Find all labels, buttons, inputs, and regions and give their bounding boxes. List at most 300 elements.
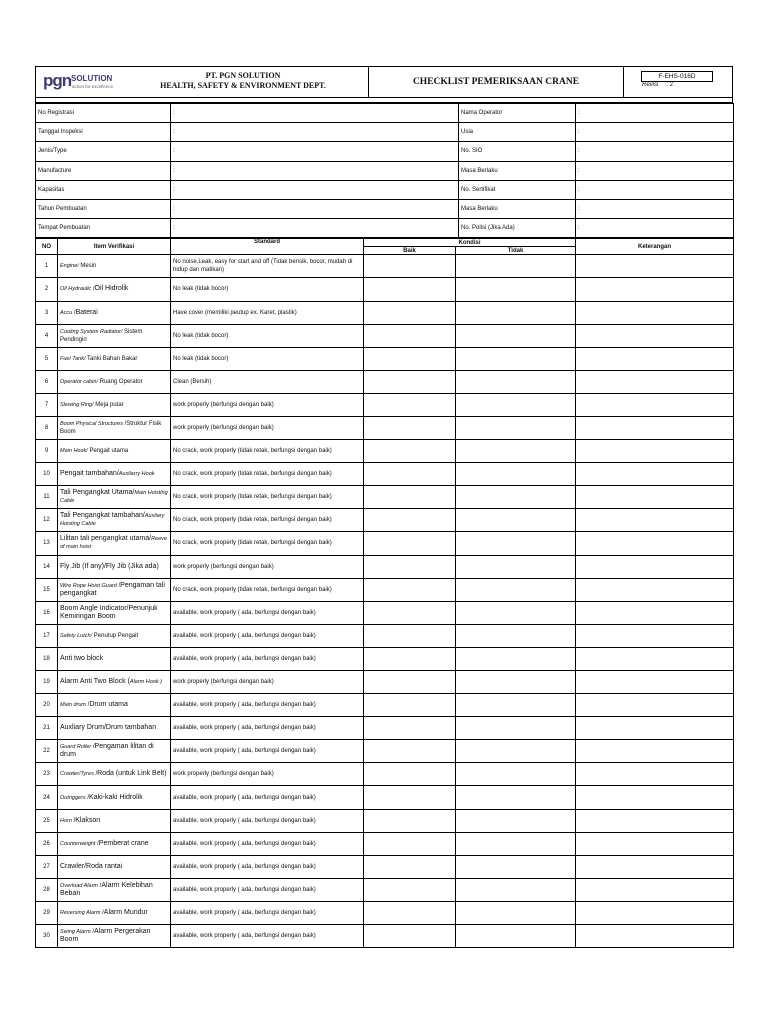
col-kondisi: Kondisi [364,239,576,247]
item-verification [58,624,171,647]
document-title: CHECKLIST PEMERIKSAAN CRANE [368,67,624,97]
item-name-large: Pengait tambahan/ [60,470,119,478]
item-number: 18 [36,647,58,670]
item-name-text: Pengait utama [87,448,129,455]
item-number: 26 [36,832,58,855]
item-name-italic-suffix: Auxliary Hoisting Cable [60,513,165,528]
item-name-large: Alarm Mundur [103,908,148,916]
item-name-large: Pemberat crane [98,839,149,847]
info-table [35,103,734,238]
cell-tidak[interactable] [456,416,576,439]
item-name-large: Baterai [75,308,98,316]
item-name-large: Crawler/Roda rantai [60,862,123,870]
cell-baik[interactable] [364,925,456,948]
item-number: 4 [36,324,58,347]
info-label: Tanggal Inspeksi [36,123,171,142]
cell-baik[interactable] [364,416,456,439]
cell-baik[interactable] [364,647,456,670]
item-name-text: / [85,794,90,801]
item-number: 8 [36,416,58,439]
item-name-text: / [85,702,90,709]
cell-tidak[interactable] [456,370,576,393]
item-verification [58,740,171,763]
department-name: HEALTH, SAFETY & ENVIRONMENT DEPT. [160,81,326,90]
item-standard: work properly (berfungsi dengan baik) [171,763,364,786]
item-verification [58,809,171,832]
item-number: 24 [36,786,58,809]
cell-baik[interactable] [364,809,456,832]
cell-tidak[interactable] [456,763,576,786]
info-row [36,123,734,142]
cell-tidak[interactable] [456,809,576,832]
table-row [36,901,734,924]
item-standard: work properly (berfungsi dengan baik) [171,555,364,578]
item-name-italic: Wire Rope Hoist Guard [60,582,117,589]
item-number: 29 [36,901,58,924]
table-row [36,278,734,301]
info-value-field[interactable]: : [171,199,459,218]
cell-tidak[interactable] [456,878,576,901]
item-verification [58,925,171,948]
cell-baik[interactable] [364,671,456,694]
item-name-text: / [91,744,95,751]
item-number: 28 [36,878,58,901]
item-name-italic: Safety Lutch/ [60,632,93,639]
item-standard: available, work properly ( ada, berfungsi dengan baik) [171,717,364,740]
item-name-text: / [71,817,76,824]
item-number: 6 [36,370,58,393]
table-row [36,671,734,694]
item-number: 1 [36,255,58,278]
item-verification [58,440,171,463]
item-verification [58,647,171,670]
cell-baik[interactable] [364,440,456,463]
company-name: PT. PGN SOLUTION [205,71,281,80]
cell-keterangan[interactable] [576,855,734,878]
cell-tidak[interactable] [456,393,576,416]
item-verification [58,416,171,439]
cell-baik[interactable] [364,601,456,624]
logo-main: pgn [43,71,72,90]
item-standard: available, work properly ( ada, berfungsi dengan baik) [171,901,364,924]
item-verification [58,532,171,555]
cell-keterangan[interactable] [576,393,734,416]
item-name-large: Klakson [75,816,101,824]
cell-keterangan[interactable] [576,717,734,740]
cell-tidak[interactable] [456,278,576,301]
item-verification [58,601,171,624]
cell-tidak[interactable] [456,786,576,809]
item-name-italic: Main drum [60,702,86,709]
info-label: Nama Operator [459,104,576,123]
cell-tidak[interactable] [456,463,576,486]
cell-keterangan[interactable] [576,578,734,601]
item-verification [58,878,171,901]
item-number: 22 [36,740,58,763]
info-label: Tahun Pembuatan [36,199,171,218]
info-label: Jenis/Type [36,142,171,161]
cell-keterangan[interactable] [576,555,734,578]
item-verification [58,463,171,486]
item-name-italic: Slewing Ring/ [60,401,94,408]
cell-tidak[interactable] [456,901,576,924]
cell-tidak[interactable] [456,255,576,278]
cell-tidak[interactable] [456,855,576,878]
table-row [36,878,734,901]
item-name-italic: Accu [60,309,73,316]
table-row [36,555,734,578]
cell-baik[interactable] [364,509,456,532]
table-row [36,347,734,370]
cell-tidak[interactable] [456,324,576,347]
cell-keterangan[interactable] [576,416,734,439]
table-row [36,624,734,647]
item-standard: available, work properly ( ada, berfungsi dengan baik) [171,647,364,670]
item-standard: available, work properly ( ada, berfungsi dengan baik) [171,878,364,901]
item-standard: No crack, work properly (tidak retak, berfungsi dengan baik) [171,532,364,555]
cell-keterangan[interactable] [576,255,734,278]
cell-baik[interactable] [364,694,456,717]
item-verification [58,393,171,416]
item-standard: available, work properly ( ada, berfungsi dengan baik) [171,809,364,832]
checklist-table [35,238,734,948]
info-label: Tempat Pembuatan [36,219,171,238]
item-name-large: Boom Angle Indicator/Penunjuk Kemiringan Boom [60,604,158,620]
info-value-field[interactable]: : [576,180,734,199]
cell-tidak[interactable] [456,532,576,555]
item-standard: available, work properly ( ada, berfungsi dengan baik) [171,832,364,855]
col-no: NO [36,239,58,255]
item-name-large: Alarm Kelebihan Beban [60,881,153,897]
form-header [35,66,733,98]
item-name-large: Lilitan tali pengangkat utama/ [60,535,152,543]
cell-baik[interactable] [364,486,456,509]
col-standard: Standard [171,239,364,255]
table-row [36,370,734,393]
cell-tidak[interactable] [456,694,576,717]
table-row [36,393,734,416]
item-name-italic: Cooling System Radiator/ [60,328,123,335]
table-row [36,694,734,717]
table-row [36,809,734,832]
table-row [36,717,734,740]
info-value-field[interactable]: : [576,123,734,142]
item-number: 12 [36,509,58,532]
cell-keterangan[interactable] [576,301,734,324]
cell-tidak[interactable] [456,509,576,532]
item-name-text: / [93,771,98,778]
item-standard: No crack, work properly (tidak retak, berfungsi dengan baik) [171,486,364,509]
cell-keterangan[interactable] [576,486,734,509]
item-verification [58,832,171,855]
cell-tidak[interactable] [456,578,576,601]
cell-keterangan[interactable] [576,601,734,624]
item-number: 16 [36,601,58,624]
info-value-field[interactable]: : [171,123,459,142]
item-standard: No crack, work properly (tidak retak, berfungsi dengan baik) [171,463,364,486]
item-name-italic: Reversing Alarm [60,909,101,916]
table-row [36,486,734,509]
cell-keterangan[interactable] [576,509,734,532]
item-name-text: /Struktur Fisik Boom [60,421,162,436]
cell-keterangan[interactable] [576,278,734,301]
item-number: 20 [36,694,58,717]
cell-baik[interactable] [364,786,456,809]
col-keterangan: Keterangan [576,239,734,255]
cell-baik[interactable] [364,763,456,786]
cell-keterangan[interactable] [576,463,734,486]
table-row [36,463,734,486]
cell-baik[interactable] [364,832,456,855]
item-name-italic: Guard Roller [60,744,92,751]
cell-keterangan[interactable] [576,347,734,370]
item-standard: available, work properly ( ada, berfungsi dengan baik) [171,601,364,624]
item-name-large: Auxliary Drum/Drum tambahan [60,724,157,732]
cell-baik[interactable] [364,347,456,370]
item-verification [58,255,171,278]
cell-keterangan[interactable] [576,809,734,832]
item-name-large: Roda (untuk Link Belt) [97,770,167,778]
info-label: Masa Berlaku [459,161,576,180]
item-number: 2 [36,278,58,301]
item-standard: No crack, work properly (tidak retak, berfungsi dengan baik) [171,440,364,463]
item-number: 30 [36,925,58,948]
item-name-large: Fly Jib (If any)/Fly Jib (Jika ada) [60,562,159,570]
table-row [36,532,734,555]
item-name-large: Alarm Anti Two Block ( [60,678,130,686]
cell-tidak[interactable] [456,925,576,948]
item-standard: No crack, work properly (tidak retak, berfungsi dengan baik) [171,509,364,532]
revision-label: Revisi [642,82,659,88]
cell-baik[interactable] [364,393,456,416]
cell-baik[interactable] [364,463,456,486]
item-name-large: Drum utama [89,701,128,709]
item-number: 9 [36,440,58,463]
cell-baik[interactable] [364,255,456,278]
item-verification [58,486,171,509]
item-verification [58,786,171,809]
cell-keterangan[interactable] [576,532,734,555]
info-label: No. Sertifikat [459,180,576,199]
cell-tidak[interactable] [456,347,576,370]
item-number: 10 [36,463,58,486]
info-row [36,142,734,161]
item-number: 27 [36,855,58,878]
cell-baik[interactable] [364,370,456,393]
cell-baik[interactable] [364,878,456,901]
item-number: 15 [36,578,58,601]
info-value-field[interactable]: : [171,219,459,238]
cell-baik[interactable] [364,855,456,878]
info-label: No Registrasi [36,104,171,123]
item-verification [58,370,171,393]
cell-keterangan[interactable] [576,901,734,924]
item-name-italic: Operator cabin/ [60,378,98,385]
item-verification [58,301,171,324]
logo-sub: SOLUTION [71,74,113,83]
cell-baik[interactable] [364,555,456,578]
table-row [36,925,734,948]
item-name-large: Pengaman tali pengangkat [60,581,165,597]
table-row [36,763,734,786]
cell-baik[interactable] [364,301,456,324]
item-verification [58,324,171,347]
item-name-text: Sistem Pendingin [60,328,143,343]
item-verification [58,578,171,601]
item-name-text: Penutup Pengait [92,632,139,639]
cell-tidak[interactable] [456,832,576,855]
cell-baik[interactable] [364,624,456,647]
item-name-large: Anti two block [60,654,104,662]
item-verification [58,555,171,578]
cell-baik[interactable] [364,740,456,763]
item-name-italic: Counterweight [60,840,96,847]
item-name-large: Oil Hidrolik [94,285,129,293]
checklist-page [35,66,733,948]
table-row [36,855,734,878]
cell-tidak[interactable] [456,601,576,624]
revision-value: : 2 [666,82,674,88]
item-name-text: / [90,929,95,936]
cell-keterangan[interactable] [576,694,734,717]
info-row [36,161,734,180]
item-standard: No leak (tidak bocor) [171,347,364,370]
item-name-large: Kaki-kaki Hidrolik [89,793,143,801]
item-verification [58,347,171,370]
item-number: 17 [36,624,58,647]
item-name-text: Tanki Bahan Bakar [85,355,138,362]
info-value-field[interactable]: : [171,104,459,123]
item-name-text: / [91,286,95,293]
item-name-italic-suffix: Alarm Hook ) [129,679,162,686]
table-row [36,324,734,347]
item-name-italic: Oil Hydraulic [60,286,92,293]
info-row [36,180,734,199]
item-name-large: Tali Pengangkat Utama/ [60,489,135,497]
cell-tidak[interactable] [456,301,576,324]
table-row [36,832,734,855]
cell-keterangan[interactable] [576,786,734,809]
cell-tidak[interactable] [456,740,576,763]
cell-baik[interactable] [364,578,456,601]
cell-keterangan[interactable] [576,624,734,647]
cell-tidak[interactable] [456,647,576,670]
item-name-italic: Swing Alarm [60,929,91,936]
table-row [36,509,734,532]
info-value-field[interactable]: : [171,142,459,161]
item-name-text: / [98,882,102,889]
item-number: 13 [36,532,58,555]
item-standard: available, work properly ( ada, berfungsi dengan baik) [171,786,364,809]
col-tidak: Tidak [456,247,576,255]
item-verification [58,901,171,924]
cell-keterangan[interactable] [576,878,734,901]
col-baik: Baik [364,247,456,255]
item-verification [58,671,171,694]
item-name-text: / [116,582,121,589]
logo-tagline: action for excellence [72,84,114,89]
table-row [36,255,734,278]
item-name-italic: Crawler/Tyres [60,771,94,778]
item-name-italic: Horn [60,817,72,824]
cell-keterangan[interactable] [576,370,734,393]
document-code: F-EHS-016D [641,71,713,82]
info-label: Masa Berlaku [459,199,576,218]
item-verification [58,694,171,717]
table-row [36,740,734,763]
item-standard: No leak (tidak bocor) [171,324,364,347]
cell-baik[interactable] [364,532,456,555]
table-row [36,301,734,324]
info-value-field[interactable]: : [576,142,734,161]
cell-keterangan[interactable] [576,671,734,694]
cell-tidak[interactable] [456,624,576,647]
item-name-italic: Main Hook/ [60,448,88,455]
table-row [36,440,734,463]
info-value-field[interactable]: : [576,199,734,218]
info-value-field[interactable]: : [171,180,459,199]
item-standard: available, work properly ( ada, berfungsi dengan baik) [171,740,364,763]
item-name-text: / [95,840,99,847]
cell-baik[interactable] [364,278,456,301]
cell-tidak[interactable] [456,717,576,740]
item-standard: available, work properly ( ada, berfungsi dengan baik) [171,624,364,647]
cell-baik[interactable] [364,901,456,924]
item-name-text: Mesin [78,263,97,270]
info-value-field[interactable]: : [576,161,734,180]
cell-keterangan[interactable] [576,925,734,948]
cell-keterangan[interactable] [576,440,734,463]
item-name-large: Pengaman lilitan di drum [60,743,154,759]
item-number: 5 [36,347,58,370]
cell-keterangan[interactable] [576,324,734,347]
item-name-italic: Outriggers [60,794,86,801]
cell-keterangan[interactable] [576,832,734,855]
info-row [36,199,734,218]
item-standard: work properly (berfungsi dengan baik) [171,393,364,416]
info-row [36,104,734,123]
cell-baik[interactable] [364,324,456,347]
cell-keterangan[interactable] [576,647,734,670]
item-number: 19 [36,671,58,694]
cell-tidak[interactable] [456,440,576,463]
cell-keterangan[interactable] [576,763,734,786]
info-label: No. Polisi (Jika Ada) [459,219,576,238]
info-value-field[interactable]: : [576,104,734,123]
table-row [36,786,734,809]
cell-tidak[interactable] [456,671,576,694]
info-label: Manufacture [36,161,171,180]
document-code-block [624,67,732,97]
item-verification [58,509,171,532]
item-verification [58,855,171,878]
cell-tidak[interactable] [456,555,576,578]
item-verification [58,763,171,786]
item-name-italic: Engine/ [60,263,79,270]
item-standard: available, work properly ( ada, berfungsi dengan baik) [171,855,364,878]
item-name-large: Tali Pengangkat tambahan/ [60,512,145,520]
item-name-text: Ruang Operator [97,378,143,385]
cell-keterangan[interactable] [576,740,734,763]
info-value-field[interactable]: : [171,161,459,180]
company-block [118,67,368,97]
info-value-field[interactable]: : [576,219,734,238]
table-row [36,601,734,624]
cell-baik[interactable] [364,717,456,740]
item-standard: Clean (Bersih) [171,370,364,393]
cell-tidak[interactable] [456,486,576,509]
table-row [36,416,734,439]
